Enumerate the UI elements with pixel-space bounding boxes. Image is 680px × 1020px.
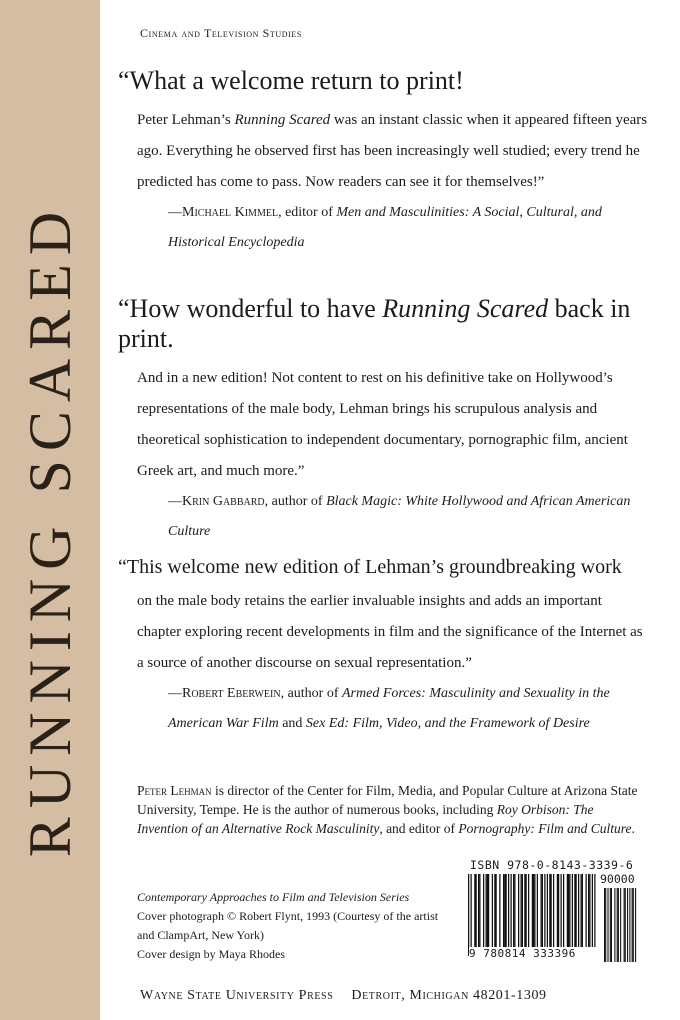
headline-pre: “How wonderful to have <box>118 294 383 323</box>
bio-text-3: . <box>631 821 635 836</box>
barcode-bar <box>557 874 558 948</box>
barcode-bar <box>504 874 505 948</box>
author-bio <box>137 781 647 838</box>
addon-bar <box>610 888 611 962</box>
credits <box>137 888 457 964</box>
addon-bar <box>635 888 636 962</box>
addon-bar <box>604 888 605 962</box>
bio-book-2: Pornography: Film and Culture <box>458 821 632 836</box>
price-code: 90000 <box>600 872 635 886</box>
addon-bar <box>629 888 630 962</box>
addon-bar <box>617 888 618 962</box>
barcode-bar <box>578 874 579 948</box>
headline-title: Running Scared <box>382 294 549 323</box>
blurb-eberwein <box>118 552 648 739</box>
bio-name: Peter Lehman <box>137 783 212 798</box>
blurb-body-text: Peter Lehman’s Running Scared was an instant classic when it appeared fifteen years ago. Everything he observed first has been increasingly well studied; every trend he predicted has come to pass. Now readers can see it for themselves!” <box>137 112 648 190</box>
barcode-bar <box>468 874 469 956</box>
isbn-label: ISBN 978-0-8143-3339-6 <box>470 858 634 872</box>
blurb-gabbard <box>118 294 648 547</box>
addon-bar <box>625 888 626 962</box>
addon-bar <box>633 888 634 962</box>
blurb-headline: “What a welcome return to print! <box>118 66 464 95</box>
attribution-name: —Robert Eberwein <box>168 686 281 701</box>
barcode-bar <box>518 874 519 948</box>
attribution-role: , author of <box>264 494 327 509</box>
barcode-bar <box>581 874 582 948</box>
blurb-attribution <box>118 487 648 547</box>
barcode-bar <box>592 874 593 956</box>
addon-bar <box>605 888 606 962</box>
addon-bar <box>614 888 615 962</box>
publisher-footer <box>140 988 547 1004</box>
ean-digits: 9 780814 333396 <box>469 947 601 960</box>
addon-bar <box>618 888 619 962</box>
barcode-bar <box>496 874 497 948</box>
barcode-bar <box>568 874 569 948</box>
bio-text-1: is director of the Center for Film, Media, and Popular Culture at Arizona State University, Tempe. He is the author of numerous books, including <box>137 783 638 817</box>
barcode-bar <box>558 874 559 948</box>
headline-post: back in print. <box>118 294 631 353</box>
barcode-bar <box>576 874 577 948</box>
barcode-bar <box>526 874 527 956</box>
credits-photo-line-1: Cover photograph © Robert Flynt, 1993 (Courtesy of the artist <box>137 909 439 923</box>
barcode-bar <box>586 874 587 948</box>
barcode-bar <box>503 874 504 948</box>
spine-panel <box>0 0 100 1020</box>
barcode-bar <box>588 874 589 948</box>
barcode-bar <box>574 874 575 948</box>
barcode-bar <box>547 874 548 948</box>
series-label: Cinema and Television Studies <box>140 26 302 40</box>
attribution-role: , author of <box>280 686 342 701</box>
attribution-work: Men and Masculinities: A Social, Cultural, and Historical Encyclopedia <box>168 205 602 250</box>
barcode-bar <box>499 874 500 948</box>
addon-bar <box>620 888 621 962</box>
credits-photo-line-2: and ClampArt, New York) <box>137 928 264 942</box>
barcode-bar <box>486 874 487 948</box>
barcode-bar <box>589 874 590 948</box>
barcode-bar <box>479 874 480 948</box>
barcode-bar <box>537 874 538 948</box>
barcode-bar <box>549 874 550 948</box>
barcode-bar <box>494 874 495 948</box>
blurb-headline: “This welcome new edition of Lehman’s groundbreaking work <box>118 556 622 578</box>
barcode-bar <box>508 874 509 948</box>
barcode-bar <box>492 874 493 948</box>
barcode-bar <box>476 874 477 948</box>
barcode-bar <box>533 874 534 948</box>
barcode-bar <box>487 874 488 948</box>
barcode-bar <box>506 874 507 948</box>
credits-series: Contemporary Approaches to Film and Television Series <box>137 890 410 904</box>
barcode-bar <box>567 874 568 948</box>
spine-title: RUNNING SCARED <box>17 202 83 858</box>
barcode-bar <box>534 874 535 948</box>
blurb-headline <box>118 294 648 354</box>
addon-bar <box>632 888 633 962</box>
barcode-bar <box>582 874 583 948</box>
attribution-name: —Michael Kimmel <box>168 205 279 220</box>
barcode-bar <box>594 874 595 956</box>
addon-bar <box>607 888 608 962</box>
blurb-attribution <box>118 198 648 258</box>
addon-bar <box>611 888 612 962</box>
attribution-work-1: Armed Forces: Masculinity and Sexuality in the American War Film <box>168 686 610 731</box>
bio-book-1: Roy Orbison: The Invention of an Alternative Rock Masculinity <box>137 802 594 836</box>
barcode-bar <box>553 874 554 948</box>
barcode-bar <box>561 874 562 948</box>
barcode-bar <box>511 874 512 948</box>
barcode-bar <box>471 874 472 956</box>
barcode-bar <box>513 874 514 948</box>
barcode-bar <box>474 874 475 948</box>
barcode-bar <box>514 874 515 948</box>
attribution-work-2: Sex Ed: Film, Video, and the Framework of Desire <box>305 716 590 731</box>
attribution-and: and <box>278 716 306 731</box>
addon-bar <box>627 888 628 962</box>
barcode-bar <box>528 874 529 956</box>
publisher-location: Detroit, Michigan 48201-1309 <box>351 988 547 1003</box>
attribution-work: Black Magic: White Hollywood and African American Culture <box>168 494 631 539</box>
publisher-name: Wayne State University Press <box>140 988 334 1003</box>
addon-bar <box>624 888 625 962</box>
barcode-bar <box>488 874 489 948</box>
credits-design: Cover design by Maya Rhodes <box>137 947 285 961</box>
barcode-bar <box>541 874 542 948</box>
book-title: Running Scared <box>234 112 331 128</box>
barcode-bar <box>532 874 533 948</box>
attribution-name: —Krin Gabbard <box>168 494 265 509</box>
barcode-bar <box>478 874 479 948</box>
barcode-bar <box>542 874 543 948</box>
barcode-bar <box>563 874 564 948</box>
bio-text-2: , and editor of <box>379 821 459 836</box>
barcode-bar <box>483 874 484 948</box>
blurb-kimmel <box>118 66 648 258</box>
attribution-role: , editor of <box>278 205 337 220</box>
barcode-bar <box>572 874 573 948</box>
blurb-body: on the male body retains the earlier invaluable insights and adds an important chapter exploring recent developments in film and the significance of the Internet as a source of another discourse on sexual representation.” <box>137 593 643 671</box>
barcode-bar <box>551 874 552 948</box>
blurb-body <box>118 105 648 198</box>
barcode-bar <box>544 874 545 948</box>
barcode-bar <box>524 874 525 948</box>
blurb-attribution <box>118 679 648 739</box>
barcode-bar <box>521 874 522 948</box>
barcode-bar <box>569 874 570 948</box>
barcode-bar <box>522 874 523 948</box>
blurb-body: And in a new edition! Not content to rest on his definitive take on Hollywood’s representations of the male body, Lehman brings his scrupulous analysis and theoretical sophistication to independent documentary, pornographic film, ancient Greek art, and much more.” <box>137 370 628 479</box>
